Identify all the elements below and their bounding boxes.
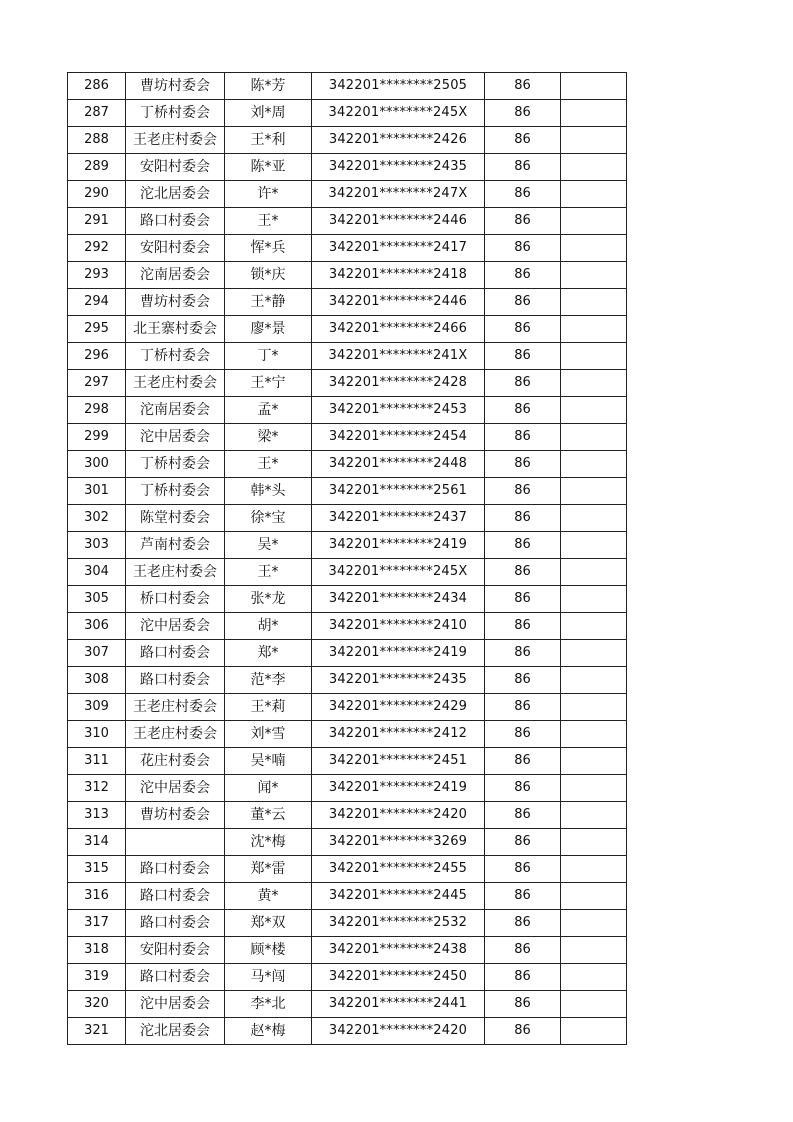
- person-name-cell: 董*云: [225, 802, 312, 829]
- id-number-cell: 342201********2445: [312, 883, 485, 910]
- table-row: [68, 667, 627, 694]
- id-number-cell: 342201********2532: [312, 910, 485, 937]
- table-row: [68, 397, 627, 424]
- unit-cell: 沱中居委会: [126, 775, 225, 802]
- note-cell: [561, 1018, 627, 1045]
- table-row: [68, 100, 627, 127]
- row-number-cell: 288: [68, 127, 126, 154]
- id-number-cell: 342201********2419: [312, 640, 485, 667]
- score-cell: 86: [485, 532, 561, 559]
- score-cell: 86: [485, 1018, 561, 1045]
- note-cell: [561, 451, 627, 478]
- unit-cell: 沱中居委会: [126, 424, 225, 451]
- table-row: [68, 532, 627, 559]
- row-number-cell: 319: [68, 964, 126, 991]
- table-row: [68, 73, 627, 100]
- id-number-cell: 342201********2438: [312, 937, 485, 964]
- note-cell: [561, 937, 627, 964]
- table-row: [68, 613, 627, 640]
- unit-cell: 路口村委会: [126, 883, 225, 910]
- row-number-cell: 298: [68, 397, 126, 424]
- unit-cell: 王老庄村委会: [126, 370, 225, 397]
- table-row: [68, 856, 627, 883]
- person-name-cell: 锁*庆: [225, 262, 312, 289]
- id-number-cell: 342201********2450: [312, 964, 485, 991]
- table-row: [68, 829, 627, 856]
- id-number-cell: 342201********2561: [312, 478, 485, 505]
- person-name-cell: 徐*宝: [225, 505, 312, 532]
- table-row: [68, 748, 627, 775]
- row-number-cell: 315: [68, 856, 126, 883]
- score-cell: 86: [485, 289, 561, 316]
- note-cell: [561, 964, 627, 991]
- score-cell: 86: [485, 235, 561, 262]
- note-cell: [561, 100, 627, 127]
- score-cell: 86: [485, 775, 561, 802]
- person-name-cell: 恽*兵: [225, 235, 312, 262]
- person-name-cell: 刘*周: [225, 100, 312, 127]
- score-cell: 86: [485, 397, 561, 424]
- table-row: [68, 586, 627, 613]
- note-cell: [561, 586, 627, 613]
- row-number-cell: 309: [68, 694, 126, 721]
- row-number-cell: 303: [68, 532, 126, 559]
- note-cell: [561, 289, 627, 316]
- row-number-cell: 304: [68, 559, 126, 586]
- id-number-cell: 342201********2451: [312, 748, 485, 775]
- person-name-cell: 梁*: [225, 424, 312, 451]
- person-name-cell: 王*: [225, 451, 312, 478]
- row-number-cell: 321: [68, 1018, 126, 1045]
- note-cell: [561, 991, 627, 1018]
- note-cell: [561, 127, 627, 154]
- id-number-cell: 342201********2420: [312, 802, 485, 829]
- id-number-cell: 342201********2446: [312, 208, 485, 235]
- score-cell: 86: [485, 721, 561, 748]
- score-cell: 86: [485, 316, 561, 343]
- person-name-cell: 孟*: [225, 397, 312, 424]
- unit-cell: 陈堂村委会: [126, 505, 225, 532]
- table-row: [68, 208, 627, 235]
- person-name-cell: 马*闯: [225, 964, 312, 991]
- table-row: [68, 991, 627, 1018]
- unit-cell: 花庄村委会: [126, 748, 225, 775]
- row-number-cell: 289: [68, 154, 126, 181]
- person-name-cell: 王*: [225, 559, 312, 586]
- note-cell: [561, 775, 627, 802]
- unit-cell: 桥口村委会: [126, 586, 225, 613]
- note-cell: [561, 910, 627, 937]
- unit-cell: 路口村委会: [126, 208, 225, 235]
- person-name-cell: 范*李: [225, 667, 312, 694]
- id-number-cell: 342201********2418: [312, 262, 485, 289]
- row-number-cell: 313: [68, 802, 126, 829]
- unit-cell: 安阳村委会: [126, 235, 225, 262]
- person-name-cell: 郑*双: [225, 910, 312, 937]
- note-cell: [561, 667, 627, 694]
- row-number-cell: 292: [68, 235, 126, 262]
- person-name-cell: 陈*亚: [225, 154, 312, 181]
- unit-cell: 北王寨村委会: [126, 316, 225, 343]
- note-cell: [561, 559, 627, 586]
- score-cell: 86: [485, 613, 561, 640]
- note-cell: [561, 829, 627, 856]
- note-cell: [561, 208, 627, 235]
- person-name-cell: 廖*景: [225, 316, 312, 343]
- score-cell: 86: [485, 478, 561, 505]
- note-cell: [561, 802, 627, 829]
- note-cell: [561, 856, 627, 883]
- note-cell: [561, 883, 627, 910]
- table-row: [68, 370, 627, 397]
- score-cell: 86: [485, 910, 561, 937]
- row-number-cell: 320: [68, 991, 126, 1018]
- note-cell: [561, 694, 627, 721]
- score-cell: 86: [485, 559, 561, 586]
- person-name-cell: 赵*梅: [225, 1018, 312, 1045]
- unit-cell: 路口村委会: [126, 640, 225, 667]
- table-row: [68, 721, 627, 748]
- table-row: [68, 964, 627, 991]
- id-number-cell: 342201********2437: [312, 505, 485, 532]
- row-number-cell: 296: [68, 343, 126, 370]
- note-cell: [561, 370, 627, 397]
- id-number-cell: 342201********2446: [312, 289, 485, 316]
- id-number-cell: 342201********2453: [312, 397, 485, 424]
- score-cell: 86: [485, 208, 561, 235]
- person-name-cell: 顾*楼: [225, 937, 312, 964]
- id-number-cell: 342201********247X: [312, 181, 485, 208]
- table-row: [68, 343, 627, 370]
- id-number-cell: 342201********241X: [312, 343, 485, 370]
- row-number-cell: 305: [68, 586, 126, 613]
- row-number-cell: 314: [68, 829, 126, 856]
- unit-cell: 沱中居委会: [126, 613, 225, 640]
- note-cell: [561, 424, 627, 451]
- note-cell: [561, 262, 627, 289]
- table-row: [68, 802, 627, 829]
- table-row: [68, 235, 627, 262]
- score-cell: 86: [485, 829, 561, 856]
- id-number-cell: 342201********245X: [312, 559, 485, 586]
- id-number-cell: 342201********2441: [312, 991, 485, 1018]
- row-number-cell: 299: [68, 424, 126, 451]
- score-cell: 86: [485, 262, 561, 289]
- note-cell: [561, 73, 627, 100]
- score-cell: 86: [485, 154, 561, 181]
- unit-cell: 王老庄村委会: [126, 721, 225, 748]
- roster-table: [67, 72, 627, 1045]
- row-number-cell: 316: [68, 883, 126, 910]
- row-number-cell: 291: [68, 208, 126, 235]
- row-number-cell: 297: [68, 370, 126, 397]
- unit-cell: 沱南居委会: [126, 397, 225, 424]
- row-number-cell: 295: [68, 316, 126, 343]
- person-name-cell: 王*利: [225, 127, 312, 154]
- table-row: [68, 289, 627, 316]
- unit-cell: 王老庄村委会: [126, 127, 225, 154]
- note-cell: [561, 343, 627, 370]
- score-cell: 86: [485, 667, 561, 694]
- id-number-cell: 342201********2410: [312, 613, 485, 640]
- person-name-cell: 郑*: [225, 640, 312, 667]
- person-name-cell: 王*: [225, 208, 312, 235]
- table-row: [68, 262, 627, 289]
- id-number-cell: 342201********2412: [312, 721, 485, 748]
- score-cell: 86: [485, 451, 561, 478]
- id-number-cell: 342201********2429: [312, 694, 485, 721]
- person-name-cell: 张*龙: [225, 586, 312, 613]
- score-cell: 86: [485, 991, 561, 1018]
- id-number-cell: 342201********2454: [312, 424, 485, 451]
- unit-cell: 芦南村委会: [126, 532, 225, 559]
- row-number-cell: 286: [68, 73, 126, 100]
- note-cell: [561, 640, 627, 667]
- table-row: [68, 937, 627, 964]
- id-number-cell: 342201********2434: [312, 586, 485, 613]
- id-number-cell: 342201********2466: [312, 316, 485, 343]
- id-number-cell: 342201********2419: [312, 775, 485, 802]
- score-cell: 86: [485, 640, 561, 667]
- person-name-cell: 王*宁: [225, 370, 312, 397]
- person-name-cell: 吴*喃: [225, 748, 312, 775]
- score-cell: 86: [485, 856, 561, 883]
- table-row: [68, 451, 627, 478]
- row-number-cell: 290: [68, 181, 126, 208]
- score-cell: 86: [485, 964, 561, 991]
- row-number-cell: 310: [68, 721, 126, 748]
- table-row: [68, 640, 627, 667]
- table-row: [68, 883, 627, 910]
- unit-cell: 王老庄村委会: [126, 694, 225, 721]
- table-row: [68, 505, 627, 532]
- row-number-cell: 312: [68, 775, 126, 802]
- score-cell: 86: [485, 343, 561, 370]
- roster-table-body: [68, 73, 627, 1045]
- note-cell: [561, 613, 627, 640]
- note-cell: [561, 505, 627, 532]
- table-row: [68, 910, 627, 937]
- row-number-cell: 300: [68, 451, 126, 478]
- unit-cell: 曹坊村委会: [126, 802, 225, 829]
- unit-cell: 曹坊村委会: [126, 73, 225, 100]
- unit-cell: 路口村委会: [126, 667, 225, 694]
- person-name-cell: 沈*梅: [225, 829, 312, 856]
- row-number-cell: 287: [68, 100, 126, 127]
- table-row: [68, 154, 627, 181]
- table-row: [68, 424, 627, 451]
- table-row: [68, 694, 627, 721]
- note-cell: [561, 397, 627, 424]
- score-cell: 86: [485, 802, 561, 829]
- note-cell: [561, 154, 627, 181]
- unit-cell: 沱南居委会: [126, 262, 225, 289]
- id-number-cell: 342201********2426: [312, 127, 485, 154]
- row-number-cell: 306: [68, 613, 126, 640]
- score-cell: 86: [485, 127, 561, 154]
- score-cell: 86: [485, 586, 561, 613]
- unit-cell: 路口村委会: [126, 964, 225, 991]
- score-cell: 86: [485, 73, 561, 100]
- score-cell: 86: [485, 937, 561, 964]
- id-number-cell: 342201********3269: [312, 829, 485, 856]
- score-cell: 86: [485, 505, 561, 532]
- note-cell: [561, 316, 627, 343]
- score-cell: 86: [485, 424, 561, 451]
- row-number-cell: 302: [68, 505, 126, 532]
- unit-cell: 丁桥村委会: [126, 100, 225, 127]
- note-cell: [561, 478, 627, 505]
- row-number-cell: 294: [68, 289, 126, 316]
- person-name-cell: 韩*头: [225, 478, 312, 505]
- unit-cell: 丁桥村委会: [126, 451, 225, 478]
- unit-cell: 沱北居委会: [126, 1018, 225, 1045]
- unit-cell: 安阳村委会: [126, 154, 225, 181]
- unit-cell: 路口村委会: [126, 856, 225, 883]
- person-name-cell: 李*北: [225, 991, 312, 1018]
- note-cell: [561, 721, 627, 748]
- table-row: [68, 559, 627, 586]
- person-name-cell: 陈*芳: [225, 73, 312, 100]
- unit-cell: 路口村委会: [126, 910, 225, 937]
- row-number-cell: 311: [68, 748, 126, 775]
- id-number-cell: 342201********2435: [312, 154, 485, 181]
- person-name-cell: 王*静: [225, 289, 312, 316]
- person-name-cell: 黄*: [225, 883, 312, 910]
- unit-cell: 曹坊村委会: [126, 289, 225, 316]
- person-name-cell: 吴*: [225, 532, 312, 559]
- score-cell: 86: [485, 883, 561, 910]
- id-number-cell: 342201********2417: [312, 235, 485, 262]
- unit-cell: 丁桥村委会: [126, 478, 225, 505]
- score-cell: 86: [485, 694, 561, 721]
- id-number-cell: 342201********245X: [312, 100, 485, 127]
- row-number-cell: 301: [68, 478, 126, 505]
- unit-cell: [126, 829, 225, 856]
- unit-cell: 王老庄村委会: [126, 559, 225, 586]
- note-cell: [561, 181, 627, 208]
- table-row: [68, 775, 627, 802]
- table-row: [68, 316, 627, 343]
- person-name-cell: 闻*: [225, 775, 312, 802]
- id-number-cell: 342201********2448: [312, 451, 485, 478]
- unit-cell: 沱北居委会: [126, 181, 225, 208]
- id-number-cell: 342201********2505: [312, 73, 485, 100]
- score-cell: 86: [485, 100, 561, 127]
- table-row: [68, 1018, 627, 1045]
- score-cell: 86: [485, 370, 561, 397]
- person-name-cell: 刘*雪: [225, 721, 312, 748]
- person-name-cell: 王*莉: [225, 694, 312, 721]
- person-name-cell: 胡*: [225, 613, 312, 640]
- id-number-cell: 342201********2435: [312, 667, 485, 694]
- row-number-cell: 317: [68, 910, 126, 937]
- unit-cell: 丁桥村委会: [126, 343, 225, 370]
- row-number-cell: 308: [68, 667, 126, 694]
- person-name-cell: 郑*雷: [225, 856, 312, 883]
- note-cell: [561, 532, 627, 559]
- id-number-cell: 342201********2420: [312, 1018, 485, 1045]
- note-cell: [561, 748, 627, 775]
- id-number-cell: 342201********2419: [312, 532, 485, 559]
- person-name-cell: 许*: [225, 181, 312, 208]
- table-row: [68, 127, 627, 154]
- table-row: [68, 181, 627, 208]
- person-name-cell: 丁*: [225, 343, 312, 370]
- score-cell: 86: [485, 181, 561, 208]
- table-row: [68, 478, 627, 505]
- row-number-cell: 307: [68, 640, 126, 667]
- row-number-cell: 293: [68, 262, 126, 289]
- id-number-cell: 342201********2455: [312, 856, 485, 883]
- note-cell: [561, 235, 627, 262]
- score-cell: 86: [485, 748, 561, 775]
- id-number-cell: 342201********2428: [312, 370, 485, 397]
- unit-cell: 安阳村委会: [126, 937, 225, 964]
- row-number-cell: 318: [68, 937, 126, 964]
- unit-cell: 沱中居委会: [126, 991, 225, 1018]
